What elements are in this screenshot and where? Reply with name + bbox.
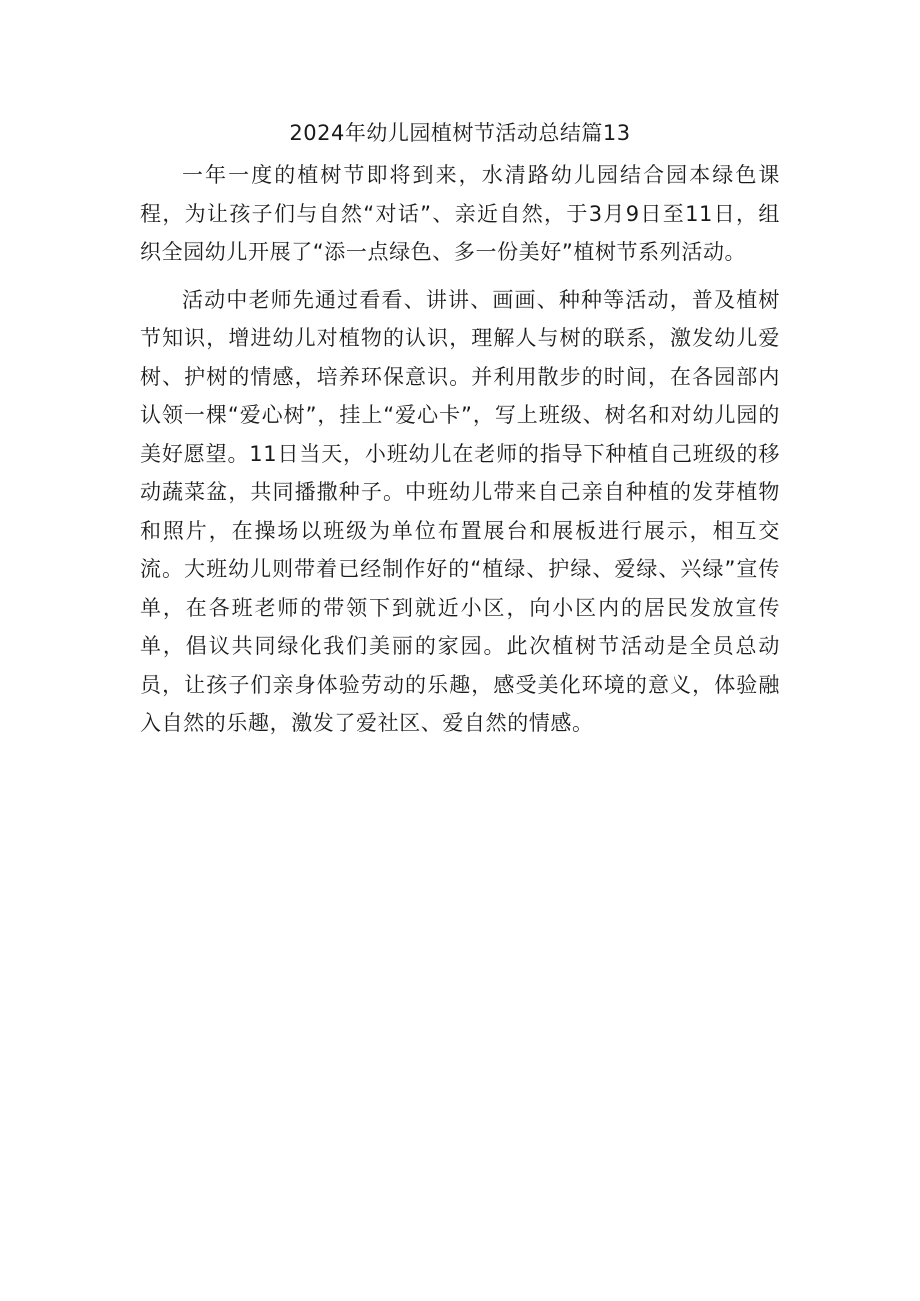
- paragraph-intro: 一年一度的植树节即将到来，水清路幼儿园结合园本绿色课程，为让孩子们与自然“对话”、亲近自然，于3月9日至11日，组织全园幼儿开展了“添一点绿色、多一份美好”植树节系列活动。: [140, 163, 780, 264]
- document-title: 2024年幼儿园植树节活动总结篇13: [289, 121, 631, 145]
- paragraph-activities: 活动中老师先通过看看、讲讲、画画、种种等活动，普及植树节知识，增进幼儿对植物的认识，理解人与树的联系，激发幼儿爱树、护树的情感，培养环保意识。并利用散步的时间，在各园部内认领一棵“爱心树”，挂上“爱心卡”，写上班级、树名和对幼儿园的美好愿望。11日当天，小班幼儿在老师的指导下种植自己班级的移动蔬菜盆，共同播撒种子。中班幼儿带来自己亲自种植的发芽植物和照片，在操场以班级为单位布置展台和展板进行展示，相互交流。大班幼儿则带着已经制作好的“植绿、护绿、爱绿、兴绿”宣传单，在各班老师的带领下到就近小区，向小区内的居民发放宣传单，倡议共同绿化我们美丽的家园。此次植树节活动是全员总动员，让孩子们亲身体验劳动的乐趣，感受美化环境的意义，体验融入自然的乐趣，激发了爱社区、爱自然的情感。: [140, 287, 780, 735]
- document-body: [140, 156, 780, 743]
